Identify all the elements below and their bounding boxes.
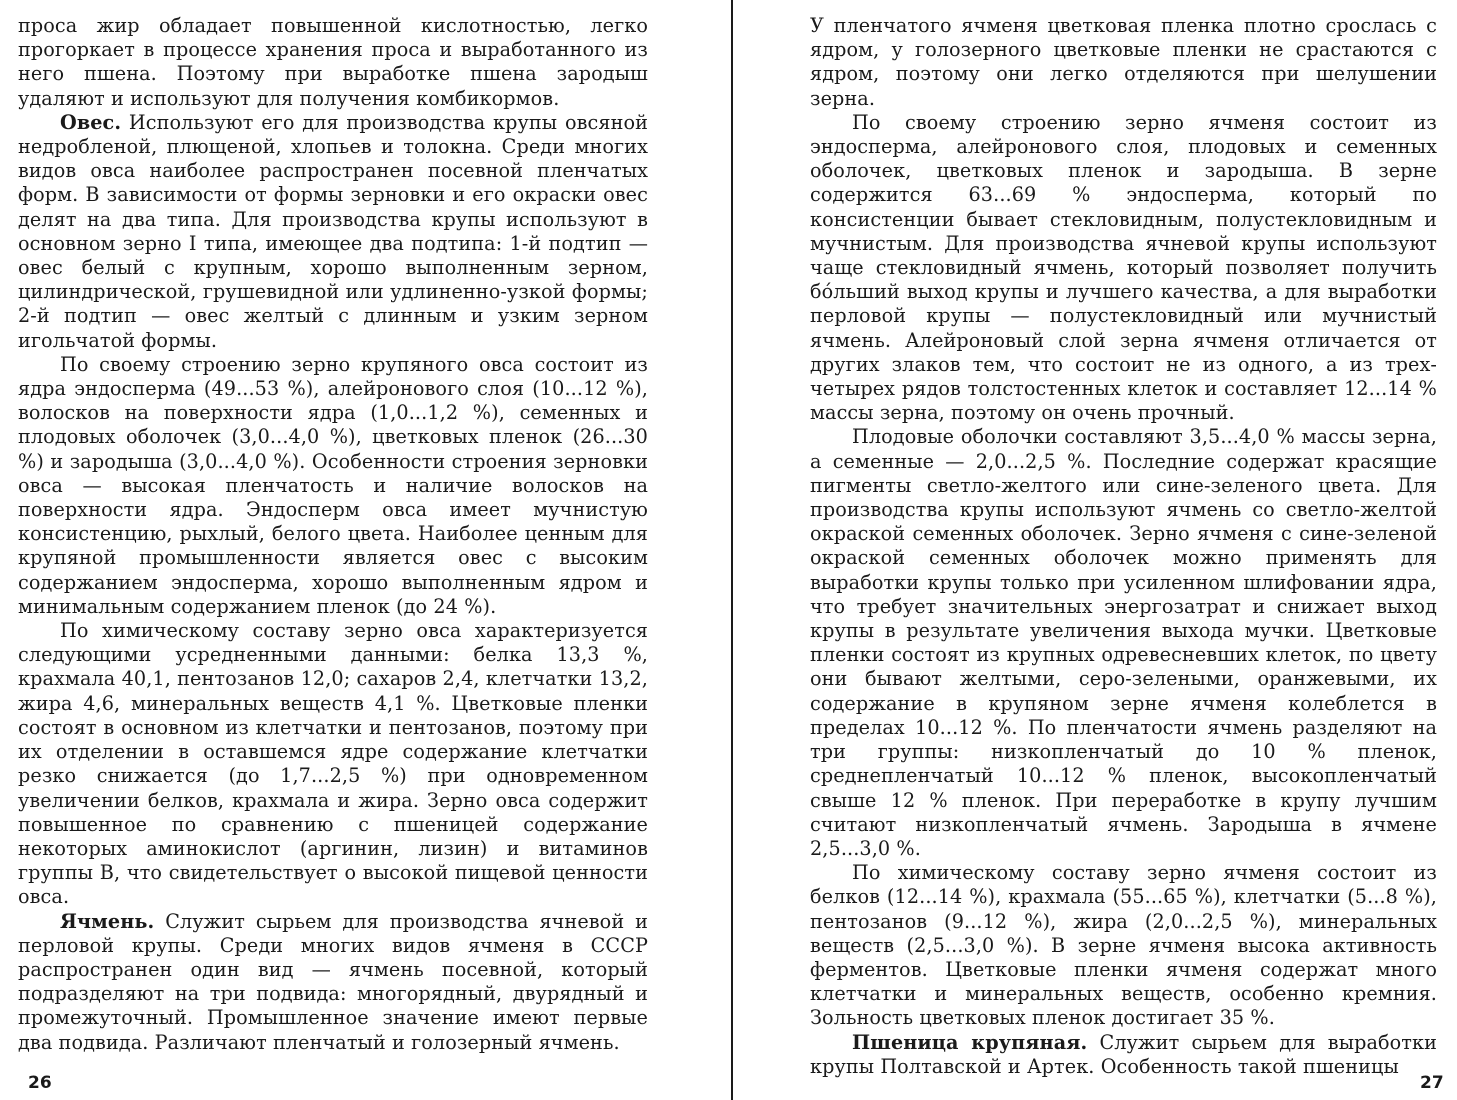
page-number: 27 bbox=[1420, 1073, 1444, 1093]
heading-oats: Овес. bbox=[60, 110, 122, 134]
paragraph: По химическому составу зерно овса характеризуется следующими усредненными данными: белка 13,3 %, крахмала 40,1, пентозанов 12,0; сахаров 2,4, клетчатки 13,2, жира 4,6, минеральных веществ 4,1 %. Цветковые пленки состоят в основном из клетчатки и пентозанов, поэтому при их отделении в оставшемся ядре содержание клетчатки резко снижается (до 1,7...2,5 %) при одновременном увеличении белков, крахмала и жира. Зерно овса содержит повышенное по сравнению с пшеницей содержание некоторых аминокислот (аргинин, лизин) и витаминов группы В, что свидетельствует о высокой пищевой ценности овса. bbox=[18, 619, 648, 909]
paragraph: По своему строению зерно крупяного овса состоит из ядра эндосперма (49...53 %), алейронового слоя (10...12 %), волосков на поверхности ядра (1,0...1,2 %), семенных и плодовых оболочек (3,0...4,0 %), цветковых пленок (26...30 %) и зародыша (3,0...4,0 %). Особенности строения зерновки овса — высокая пленчатость и наличие волосков на поверхности ядра. Эндосперм овса имеет мучнистую консистенцию, рыхлый, белого цвета. Наиболее ценным для крупяной промышленности является овес с высоким содержанием эндосперма, хорошо выполненным ядром и минимальным содержанием пленок (до 24 %). bbox=[18, 352, 648, 618]
paragraph: проса жир обладает повышенной кислотностью, легко прогоркает в процессе хранения проса и выработанного из него пшена. Поэтому при выработке пшена зародыш удаляют и используют для получения комбикормов. bbox=[18, 14, 648, 110]
heading-barley: Ячмень. bbox=[60, 909, 155, 933]
paragraph: По своему строению зерно ячменя состоит из эндосперма, алейронового слоя, плодовых и семенных оболочек, цветковых пленок и зародыша. В зерне содержится 63...69 % эндосперма, который по консистенции бывает стекловидным, полустекловидным и мучнистым. Для производства ячневой крупы используют чаще стекловидный ячмень, который позволяет получить бо́льший выход крупы и лучшего качества, а для выработки перловой крупы — полустекловидный или мучнистый ячмень. Алейроновый слой зерна ячменя отличается от других злаков тем, что состоит не из одного, а из трех-четырех рядов толстостенных клеток и составляет 12...14 % массы зерна, поэтому он очень прочный. bbox=[810, 110, 1437, 425]
right-page bbox=[740, 0, 1457, 1100]
paragraph: Плодовые оболочки составляют 3,5...4,0 % массы зерна, а семенные — 2,0...2,5 %. Последние содержат красящие пигменты светло-желтого или сине-зеленого цвета. Для производства крупы используют ячмень со светло-желтой окраской семенных оболочек. Зерно ячменя с сине-зеленой окраской семенных оболочек можно применять для выработки крупы только при усиленном шлифовании ядра, что требует значительных энергозатрат и снижает выход крупы в результате увеличения выхода мучки. Цветковые пленки состоят из крупных одревесневших клеток, по цвету они бывают желтыми, серо-зелеными, оранжевыми, их содержание в крупяном зерне ячменя колеблется в пределах 10...12 %. По пленчатости ячмень разделяют на три группы: низкопленчатый до 10 % пленок, среднепленчатый 10...12 % пленок, высокопленчатый свыше 12 % пленок. При переработке в крупу лучшим считают низкопленчатый ячмень. Зародыша в ячмене 2,5...3,0 %. bbox=[810, 425, 1437, 860]
left-page bbox=[0, 0, 722, 1100]
paragraph-barley bbox=[18, 910, 648, 1055]
page-number: 26 bbox=[28, 1073, 52, 1093]
paragraph-wheat bbox=[810, 1031, 1437, 1079]
paragraph-oats bbox=[18, 111, 648, 353]
heading-wheat: Пшеница крупяная. bbox=[852, 1030, 1088, 1054]
left-page-text bbox=[18, 14, 648, 1059]
paragraph-body: Служит сырьем для производства ячневой и перловой крупы. Среди многих видов ячменя в СССР распространен один вид — ячмень посевной, который подразделяют на три подвида: многорядный, двурядный и промежуточный. Промышленное значение имеют первые два подвида. Различают пленчатый и голозерный ячмень. bbox=[18, 909, 648, 1054]
paragraph-body: Используют его для производства крупы овсяной недробленой, плющеной, хлопьев и толокна. Среди многих видов овса наиболее распространен посевной пленчатых форм. В зависимости от формы зерновки и его окраски овес делят на два типа. Для производства крупы используют в основном зерно I типа, имеющее два подтипа: 1-й подтип — овес белый с крупным, хорошо выполненным зерном, цилиндрической, грушевидной или удлиненно-узкой формы; 2-й подтип — овес желтый с длинным и узким зерном игольчатой формы. bbox=[18, 110, 648, 352]
paragraph-body: Служит сырьем для выработки крупы Полтавской и Артек. Особенность такой пшеницы bbox=[810, 1030, 1438, 1078]
right-page-text bbox=[810, 14, 1438, 1078]
paragraph: У пленчатого ячменя цветковая пленка плотно срослась с ядром, у голозерного цветковые пленки не срастаются с ядром, поэтому они легко отделяются при шелушении зерна. bbox=[810, 14, 1437, 110]
page-gutter-divider bbox=[731, 0, 733, 1100]
paragraph: По химическому составу зерно ячменя состоит из белков (12...14 %), крахмала (55...65 %), клетчатки (5...8 %), пентозанов (9...12 %), жира (2,0...2,5 %), минеральных веществ (2,5...3,0 %). В зерне ячменя высока активность ферментов. Цветковые пленки ячменя содержат много клетчатки и минеральных веществ, особенно кремния. Зольность цветковых пленок достигает 35 %. bbox=[810, 861, 1437, 1030]
